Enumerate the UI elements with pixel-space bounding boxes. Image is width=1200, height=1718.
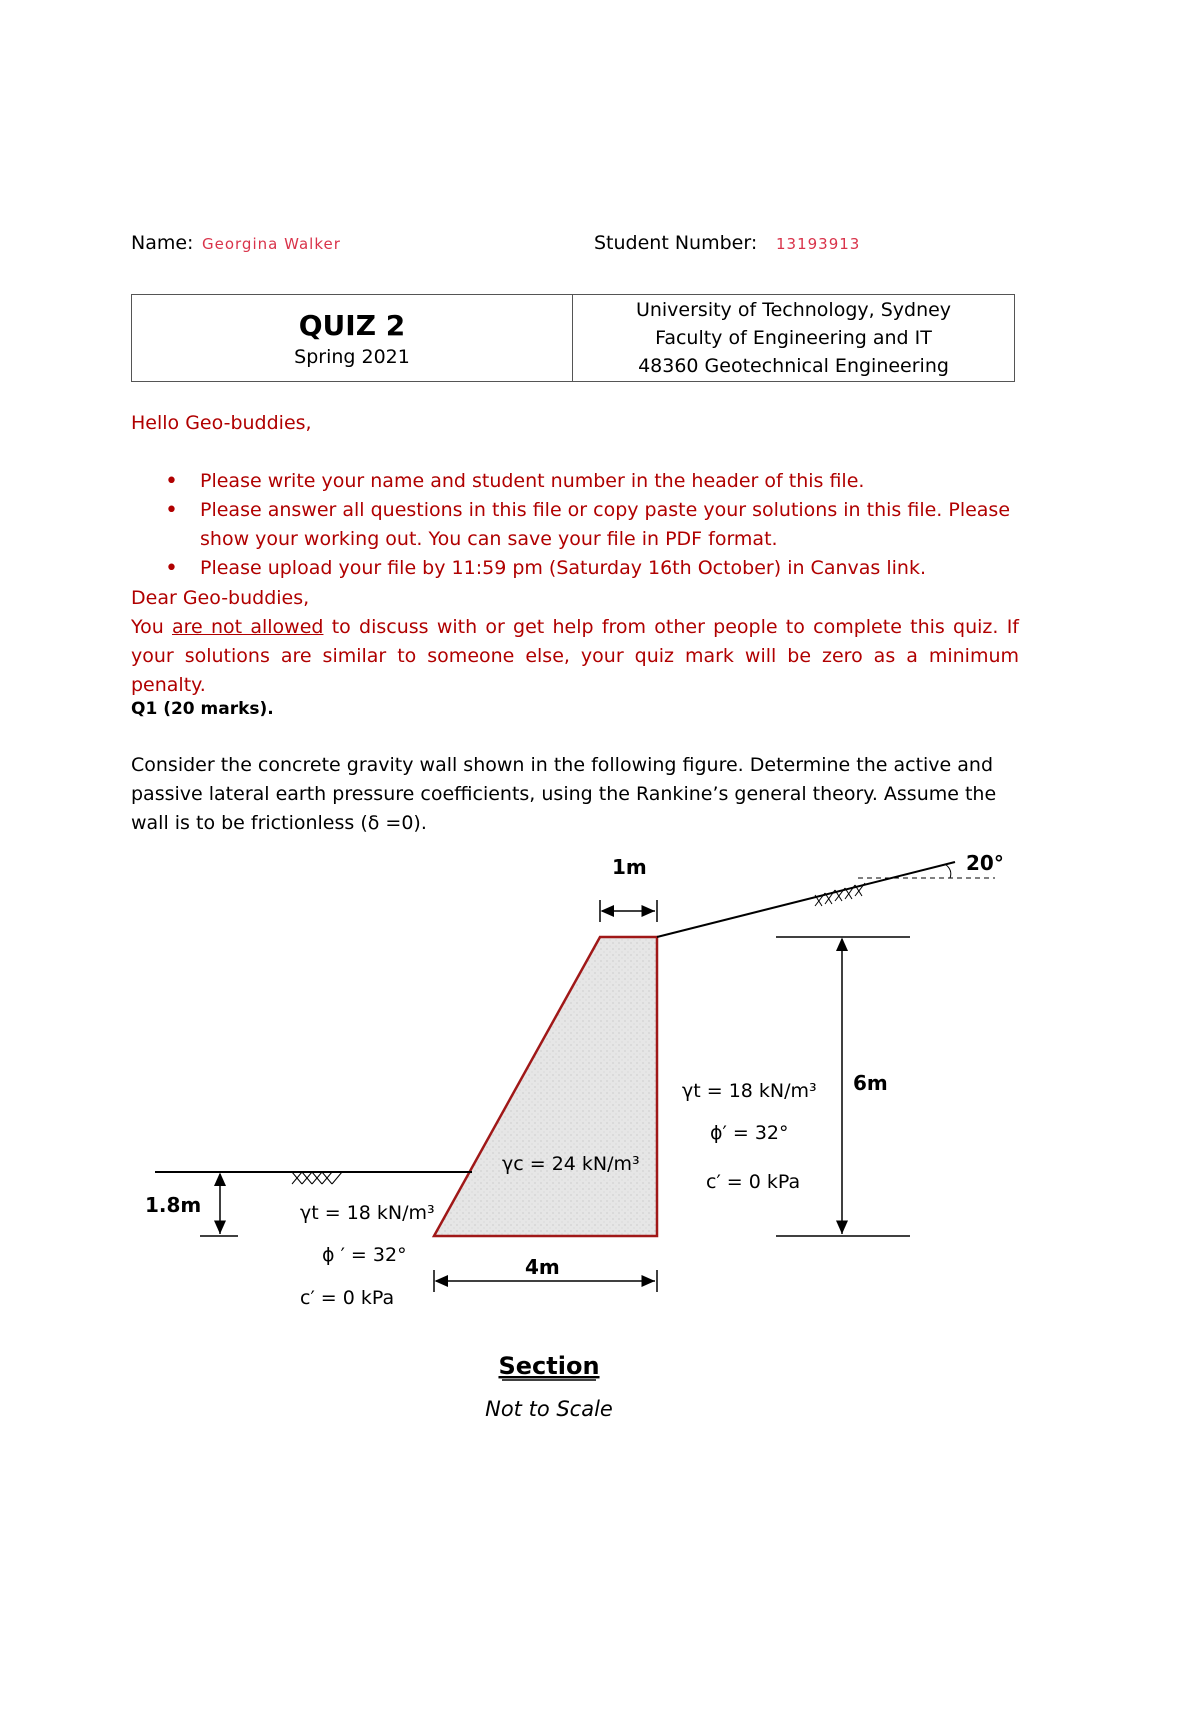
base-width-label: 4m: [525, 1255, 560, 1279]
question-text: Consider the concrete gravity wall shown in the following figure. Determine the active and passive lateral earth pressure coefficients, using the Rankine’s general theory. Assume the wall is to be frictionless (δ =0).: [131, 754, 997, 834]
concrete-wall: [434, 937, 657, 1236]
concrete-unit-weight: γc = 24 kN/m³: [502, 1153, 640, 1175]
back-soil-unit-weight: γt = 18 kN/m³: [682, 1080, 817, 1102]
warning-underlined: are not allowed: [172, 616, 324, 638]
warning-post: to discuss with or get help from other people to complete this quiz. If your solutions are similar to someone else, your quiz mark will be zero as a minimum penalty.: [131, 616, 1019, 696]
wall-height-label: 6m: [853, 1071, 888, 1095]
name-label: Name:: [131, 232, 194, 254]
front-ground-hatch: [292, 1172, 342, 1184]
student-number-value: 13193913: [776, 235, 861, 253]
warning-pre: You: [131, 616, 172, 638]
instruction-item: • Please upload your file by 11:59 pm (Saturday 16th October) in Canvas link.: [131, 554, 1031, 583]
dear-line: Dear Geo-buddies,: [131, 587, 310, 609]
instruction-item: • Please answer all questions in this file or copy paste your solutions in this file. Please show your working out. You can save your file in PDF format.: [131, 496, 1031, 554]
student-number-label: Student Number:: [594, 232, 758, 254]
top-width-label: 1m: [612, 855, 647, 879]
front-soil-cohesion: c′ = 0 kPa: [300, 1287, 395, 1309]
back-soil-cohesion: c′ = 0 kPa: [706, 1171, 801, 1193]
instruction-item: • Please write your name and student number in the header of this file.: [131, 467, 1031, 496]
quiz-term: Spring 2021: [294, 346, 410, 368]
faculty-name: Faculty of Engineering and IT: [655, 327, 932, 349]
slope-angle-arc: [945, 864, 951, 878]
name-value: Georgina Walker: [202, 235, 341, 253]
front-soil-unit-weight: γt = 18 kN/m³: [300, 1202, 435, 1224]
figure-caption-note: Not to Scale: [485, 1397, 613, 1421]
front-depth-label: 1.8m: [145, 1193, 202, 1217]
backfill-slope: [657, 862, 955, 937]
back-soil-friction-angle: ϕ′ = 32°: [710, 1122, 789, 1144]
subject-name: 48360 Geotechnical Engineering: [638, 355, 949, 377]
question-heading: Q1 (20 marks).: [131, 699, 274, 719]
university-name: University of Technology, Sydney: [635, 299, 952, 321]
quiz-title: QUIZ 2: [298, 309, 406, 342]
greeting: Hello Geo-buddies,: [131, 412, 312, 434]
slope-angle-label: 20°: [966, 851, 1004, 875]
front-soil-friction-angle: ϕ ′ = 32°: [322, 1244, 407, 1266]
figure-caption: Section: [498, 1352, 600, 1380]
